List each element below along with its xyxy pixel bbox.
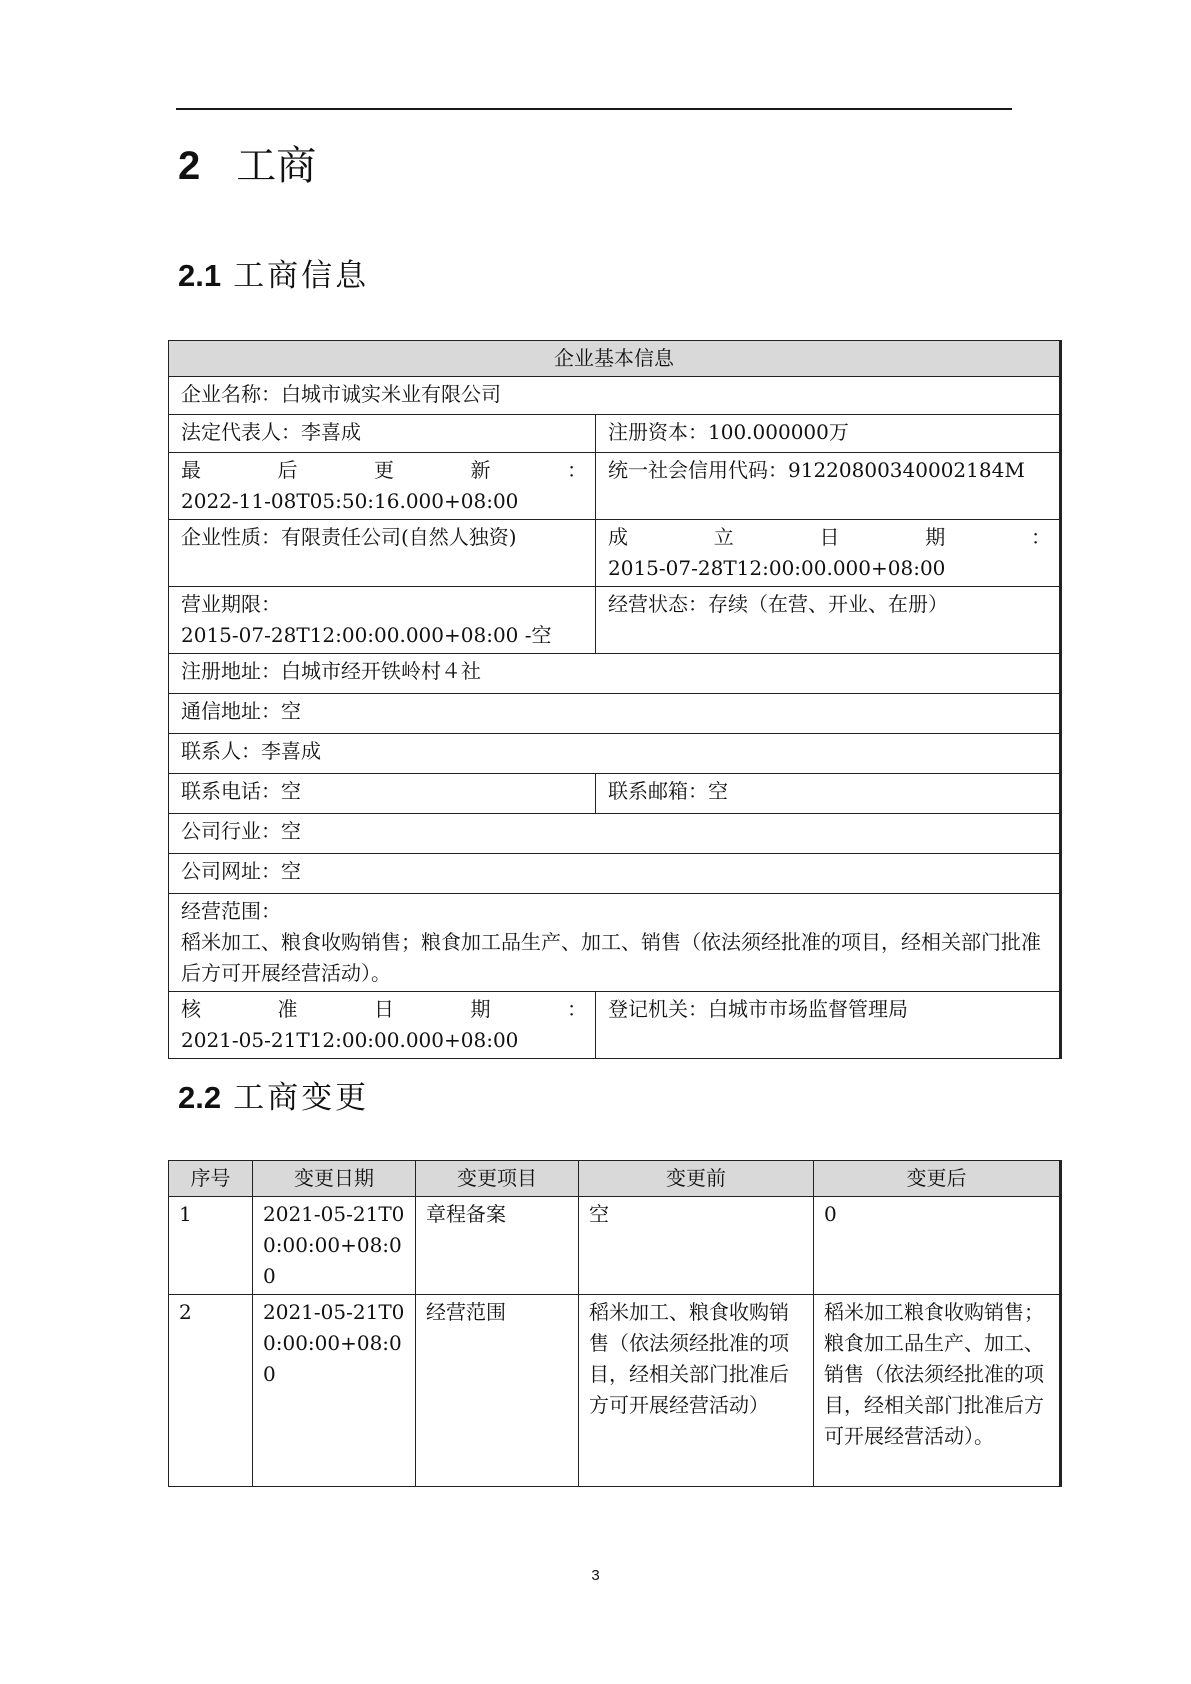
label-char: 更: [374, 458, 394, 482]
business-term-cell: [169, 587, 596, 654]
page-number: 3: [591, 1567, 600, 1584]
value-before: 空: [579, 1197, 814, 1295]
company-industry: 公司行业：空: [169, 814, 1061, 854]
row-number: 1: [169, 1197, 253, 1295]
column-header: 变更前: [579, 1161, 814, 1197]
subsection-heading-changes: [178, 1078, 369, 1118]
header-rule: [176, 108, 1012, 110]
value-after: 稻米加工粮食收购销售；粮食加工品生产、加工、销售（依法须经批准的项目，经相关部门批准后方可开展经营活动）。: [814, 1295, 1061, 1487]
changes-header-row: [169, 1161, 1061, 1197]
approval-date-value: 2021-05-21T12:00:00.000+08:00: [181, 1028, 519, 1052]
label-char: ：: [1031, 525, 1051, 549]
column-header: 序号: [169, 1161, 253, 1197]
last-update-label: [181, 455, 587, 486]
column-header: 变更项目: [416, 1161, 579, 1197]
label-char: 期: [470, 997, 491, 1021]
credit-code: 统一社会信用代码：91220800340002184M: [596, 453, 1061, 520]
value-after: 0: [814, 1197, 1061, 1295]
mailing-address: 通信地址：空: [169, 694, 1061, 734]
subsection-title: 工商变更: [233, 1080, 370, 1116]
approval-date-cell: [169, 992, 596, 1059]
row-number: 2: [169, 1295, 253, 1487]
label-char: 立: [713, 525, 734, 549]
change-date: 2021-05-21T00:00:00+08:00: [253, 1197, 416, 1295]
founded-value: 2015-07-28T12:00:00.000+08:00: [608, 556, 946, 580]
label-char: 后: [277, 458, 298, 482]
label-char: 准: [277, 997, 298, 1021]
label-char: ：: [567, 458, 587, 482]
changes-table: [168, 1160, 1062, 1487]
label-char: 成: [608, 525, 628, 549]
label-char: 期: [925, 525, 946, 549]
subsection-heading-info: [178, 256, 369, 296]
registered-address: 注册地址：白城市经开铁岭村４社: [169, 654, 1061, 694]
business-term-value: 2015-07-28T12:00:00.000+08:00 -空: [181, 623, 552, 647]
company-website: 公司网址：空: [169, 854, 1061, 894]
column-header: 变更日期: [253, 1161, 416, 1197]
change-item: 章程备案: [416, 1197, 579, 1295]
section-number: 2: [178, 144, 201, 188]
column-header: 变更后: [814, 1161, 1061, 1197]
registration-authority: 登记机关：白城市市场监督管理局: [596, 992, 1061, 1059]
section-title: 工商: [236, 143, 317, 189]
change-date: 2021-05-21T00:00:00+08:00: [253, 1295, 416, 1487]
business-scope-cell: [169, 894, 1061, 992]
company-name: 企业名称：白城市诚实米业有限公司: [169, 377, 1061, 415]
business-scope-value: 稻米加工、粮食收购销售；粮食加工品生产、加工、销售（依法须经批准的项目，经相关部门批准后方可开展经营活动）。: [181, 930, 1041, 985]
approval-date-label: [181, 994, 587, 1025]
section-heading: [178, 140, 316, 192]
founded-label: [608, 522, 1051, 553]
business-term-label: 营业期限：: [181, 592, 281, 616]
table-row: [169, 1197, 1061, 1295]
last-update-cell: [169, 453, 596, 520]
label-char: 最: [181, 458, 201, 482]
business-status: 经营状态：存续（在营、开业、在册）: [596, 587, 1061, 654]
value-before: 稻米加工、粮食收购销售（依法须经批准的项目，经相关部门批准后方可开展经营活动）: [579, 1295, 814, 1487]
contact-phone: 联系电话：空: [169, 774, 596, 814]
last-update-value: 2022-11-08T05:50:16.000+08:00: [181, 489, 519, 513]
legal-representative: 法定代表人：李喜成: [169, 415, 596, 453]
company-nature: 企业性质：有限责任公司(自然人独资): [169, 520, 596, 587]
subsection-number: 2.2: [178, 1080, 222, 1115]
table-row: [169, 1295, 1061, 1487]
founded-cell: [596, 520, 1061, 587]
info-table-header: 企业基本信息: [169, 341, 1061, 377]
company-info-table: [168, 340, 1062, 1059]
label-char: 日: [819, 525, 840, 549]
change-item: 经营范围: [416, 1295, 579, 1487]
label-char: ：: [567, 997, 587, 1021]
subsection-number: 2.1: [178, 258, 222, 293]
subsection-title: 工商信息: [233, 258, 370, 294]
business-scope-label: 经营范围：: [181, 899, 281, 923]
contact-person: 联系人：李喜成: [169, 734, 1061, 774]
label-char: 日: [374, 997, 394, 1021]
label-char: 核: [181, 997, 201, 1021]
contact-email: 联系邮箱：空: [596, 774, 1061, 814]
registered-capital: 注册资本：100.000000万: [596, 415, 1061, 453]
label-char: 新: [470, 458, 491, 482]
